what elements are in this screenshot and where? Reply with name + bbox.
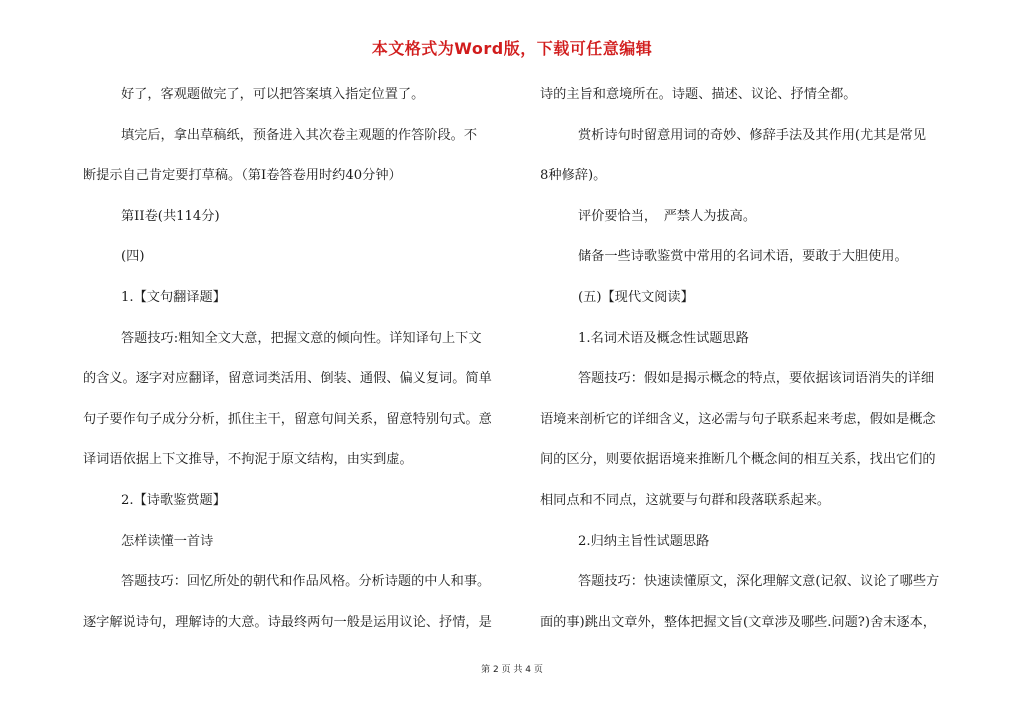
text-line: 1.名词术语及概念性试题思路 bbox=[578, 330, 749, 346]
left-column bbox=[83, 82, 513, 650]
text-line: 答题技巧:粗知全文大意，把握文意的倾向性。详知译句上下文 bbox=[121, 330, 482, 346]
text-line: 间的区分，则要依据语境来推断几个概念间的相互关系，找出它们的 bbox=[540, 452, 936, 468]
page-footer: 第 2 页 共 4 页 bbox=[481, 665, 543, 675]
text-line: 译词语依据上下文推导，不拘泥于原文结构，由实到虚。 bbox=[83, 452, 413, 468]
text-line: 怎样读懂一首诗 bbox=[121, 533, 214, 549]
text-line: 句子要作句子成分分析，抓住主干，留意句间关系，留意特别句式。意 bbox=[83, 411, 492, 427]
text-line: 1.【文句翻译题】 bbox=[121, 289, 226, 305]
text-line: 面的事)跳出文章外，整体把握文旨(文章涉及哪些.问题?)舍末逐本， bbox=[540, 614, 936, 630]
text-line: (四) bbox=[121, 249, 145, 265]
text-line: 断提示自己肯定要打草稿。（第I卷答卷用时约40分钟） bbox=[83, 168, 402, 184]
text-line: 2.【诗歌鉴赏题】 bbox=[121, 492, 226, 508]
text-line: 相同点和不同点，这就要与句群和段落联系起来。 bbox=[540, 492, 831, 508]
text-line: 第II卷(共114分) bbox=[121, 208, 220, 224]
text-line: 的含义。逐字对应翻译，留意词类活用、倒装、通假、偏义复词。简单 bbox=[83, 371, 492, 387]
text-line: 2.归纳主旨性试题思路 bbox=[578, 533, 710, 549]
text-line: 赏析诗句时留意用词的奇妙、修辞手法及其作用(尤其是常见 bbox=[578, 127, 927, 143]
text-line: 8种修辞)。 bbox=[540, 168, 607, 184]
text-line: 语境来剖析它的详细含义，这必需与句子联系起来考虑，假如是概念 bbox=[540, 411, 936, 427]
document-header: 本文格式为Word版，下载可任意编辑 bbox=[371, 39, 653, 58]
right-column bbox=[540, 82, 970, 650]
text-line: 评价要恰当， 严禁人为拔高。 bbox=[578, 208, 757, 224]
text-line: 好了，客观题做完了，可以把答案填入指定位置了。 bbox=[121, 87, 425, 102]
text-line: 填完后，拿出草稿纸，预备进入其次卷主观题的作答阶段。不 bbox=[121, 127, 478, 143]
text-line: (五)【现代文阅读】 bbox=[578, 289, 694, 305]
text-line: 逐字解说诗句，理解诗的大意。诗最终两句一般是运用议论、抒情，是 bbox=[83, 614, 492, 630]
text-line: 答题技巧：回忆所处的朝代和作品风格。分析诗题的中人和事。 bbox=[121, 574, 491, 590]
text-line: 答题技巧：假如是揭示概念的特点，要依据该词语消失的详细 bbox=[578, 371, 935, 387]
text-line: 储备一些诗歌鉴赏中常用的名词术语，要敢于大胆使用。 bbox=[578, 249, 908, 265]
text-line: 答题技巧：快速读懂原文，深化理解文意(记叙、议论了哪些方 bbox=[578, 574, 940, 590]
text-line: 诗的主旨和意境所在。诗题、描述、议论、抒情全都。 bbox=[540, 87, 857, 102]
